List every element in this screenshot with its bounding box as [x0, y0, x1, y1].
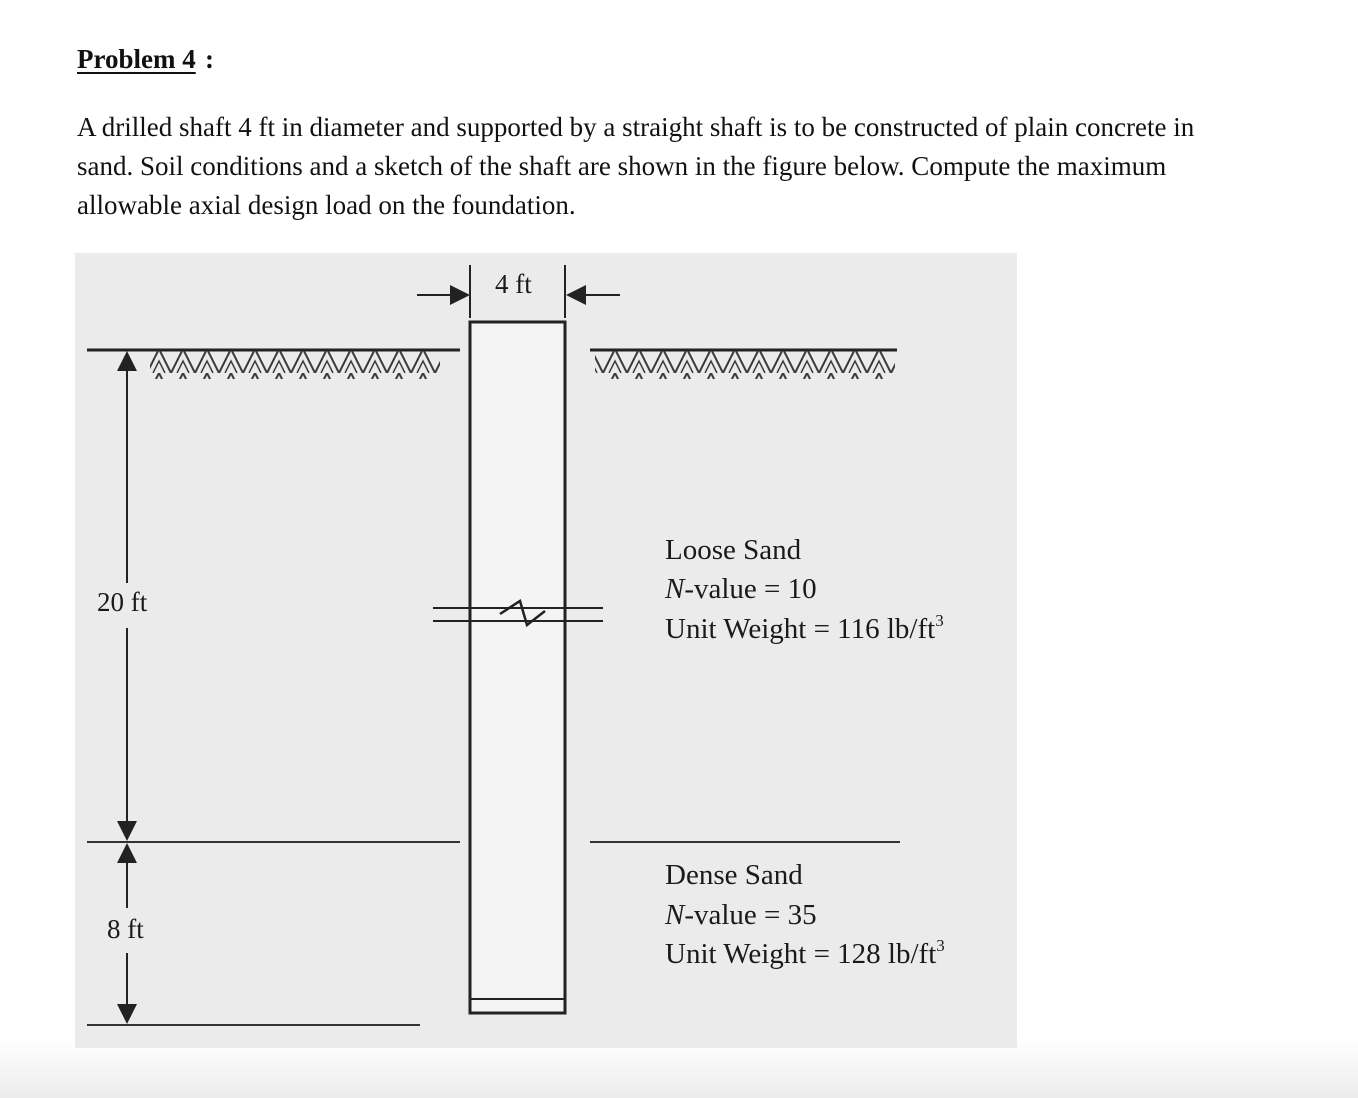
drilled-shaft-figure — [75, 253, 1017, 1048]
shaft-diameter-label: 4 ft — [495, 269, 532, 299]
upper-depth-label: 20 ft — [97, 587, 148, 617]
lower-depth-label: 8 ft — [107, 914, 144, 944]
upper-layer-unit-weight: Unit Weight = 116 $lb/ft^3$ — [665, 611, 944, 645]
ground-hatch-left — [150, 351, 440, 379]
drilled-shaft-sketch — [75, 253, 1017, 1048]
lower-layer-name: Dense Sand — [665, 859, 803, 891]
problem-statement-line: A drilled shaft 4 ft in diameter and supported by a straight shaft is to be constructed of plain concrete in — [77, 112, 1195, 142]
problem-heading: Problem 4 — [77, 44, 196, 74]
problem-statement-line: allowable axial design load on the foundation. — [77, 190, 576, 220]
problem-statement-line: sand. Soil conditions and a sketch of the shaft are shown in the figure below. Compute the maximum — [77, 151, 1167, 181]
ground-hatch-right — [595, 351, 895, 379]
lower-layer-unit-weight: Unit Weight = 128 $lb/ft^3$ — [665, 936, 945, 970]
lower-layer-n-value: N-value = 35 — [665, 899, 817, 931]
page-bottom-fade — [0, 1038, 1358, 1098]
upper-layer-name: Loose Sand — [665, 534, 802, 566]
problem-heading-colon: : — [205, 44, 214, 74]
drilled-shaft — [470, 322, 565, 1013]
problem-statement — [77, 108, 1317, 225]
upper-layer-n-value: N-value = 10 — [665, 573, 817, 605]
